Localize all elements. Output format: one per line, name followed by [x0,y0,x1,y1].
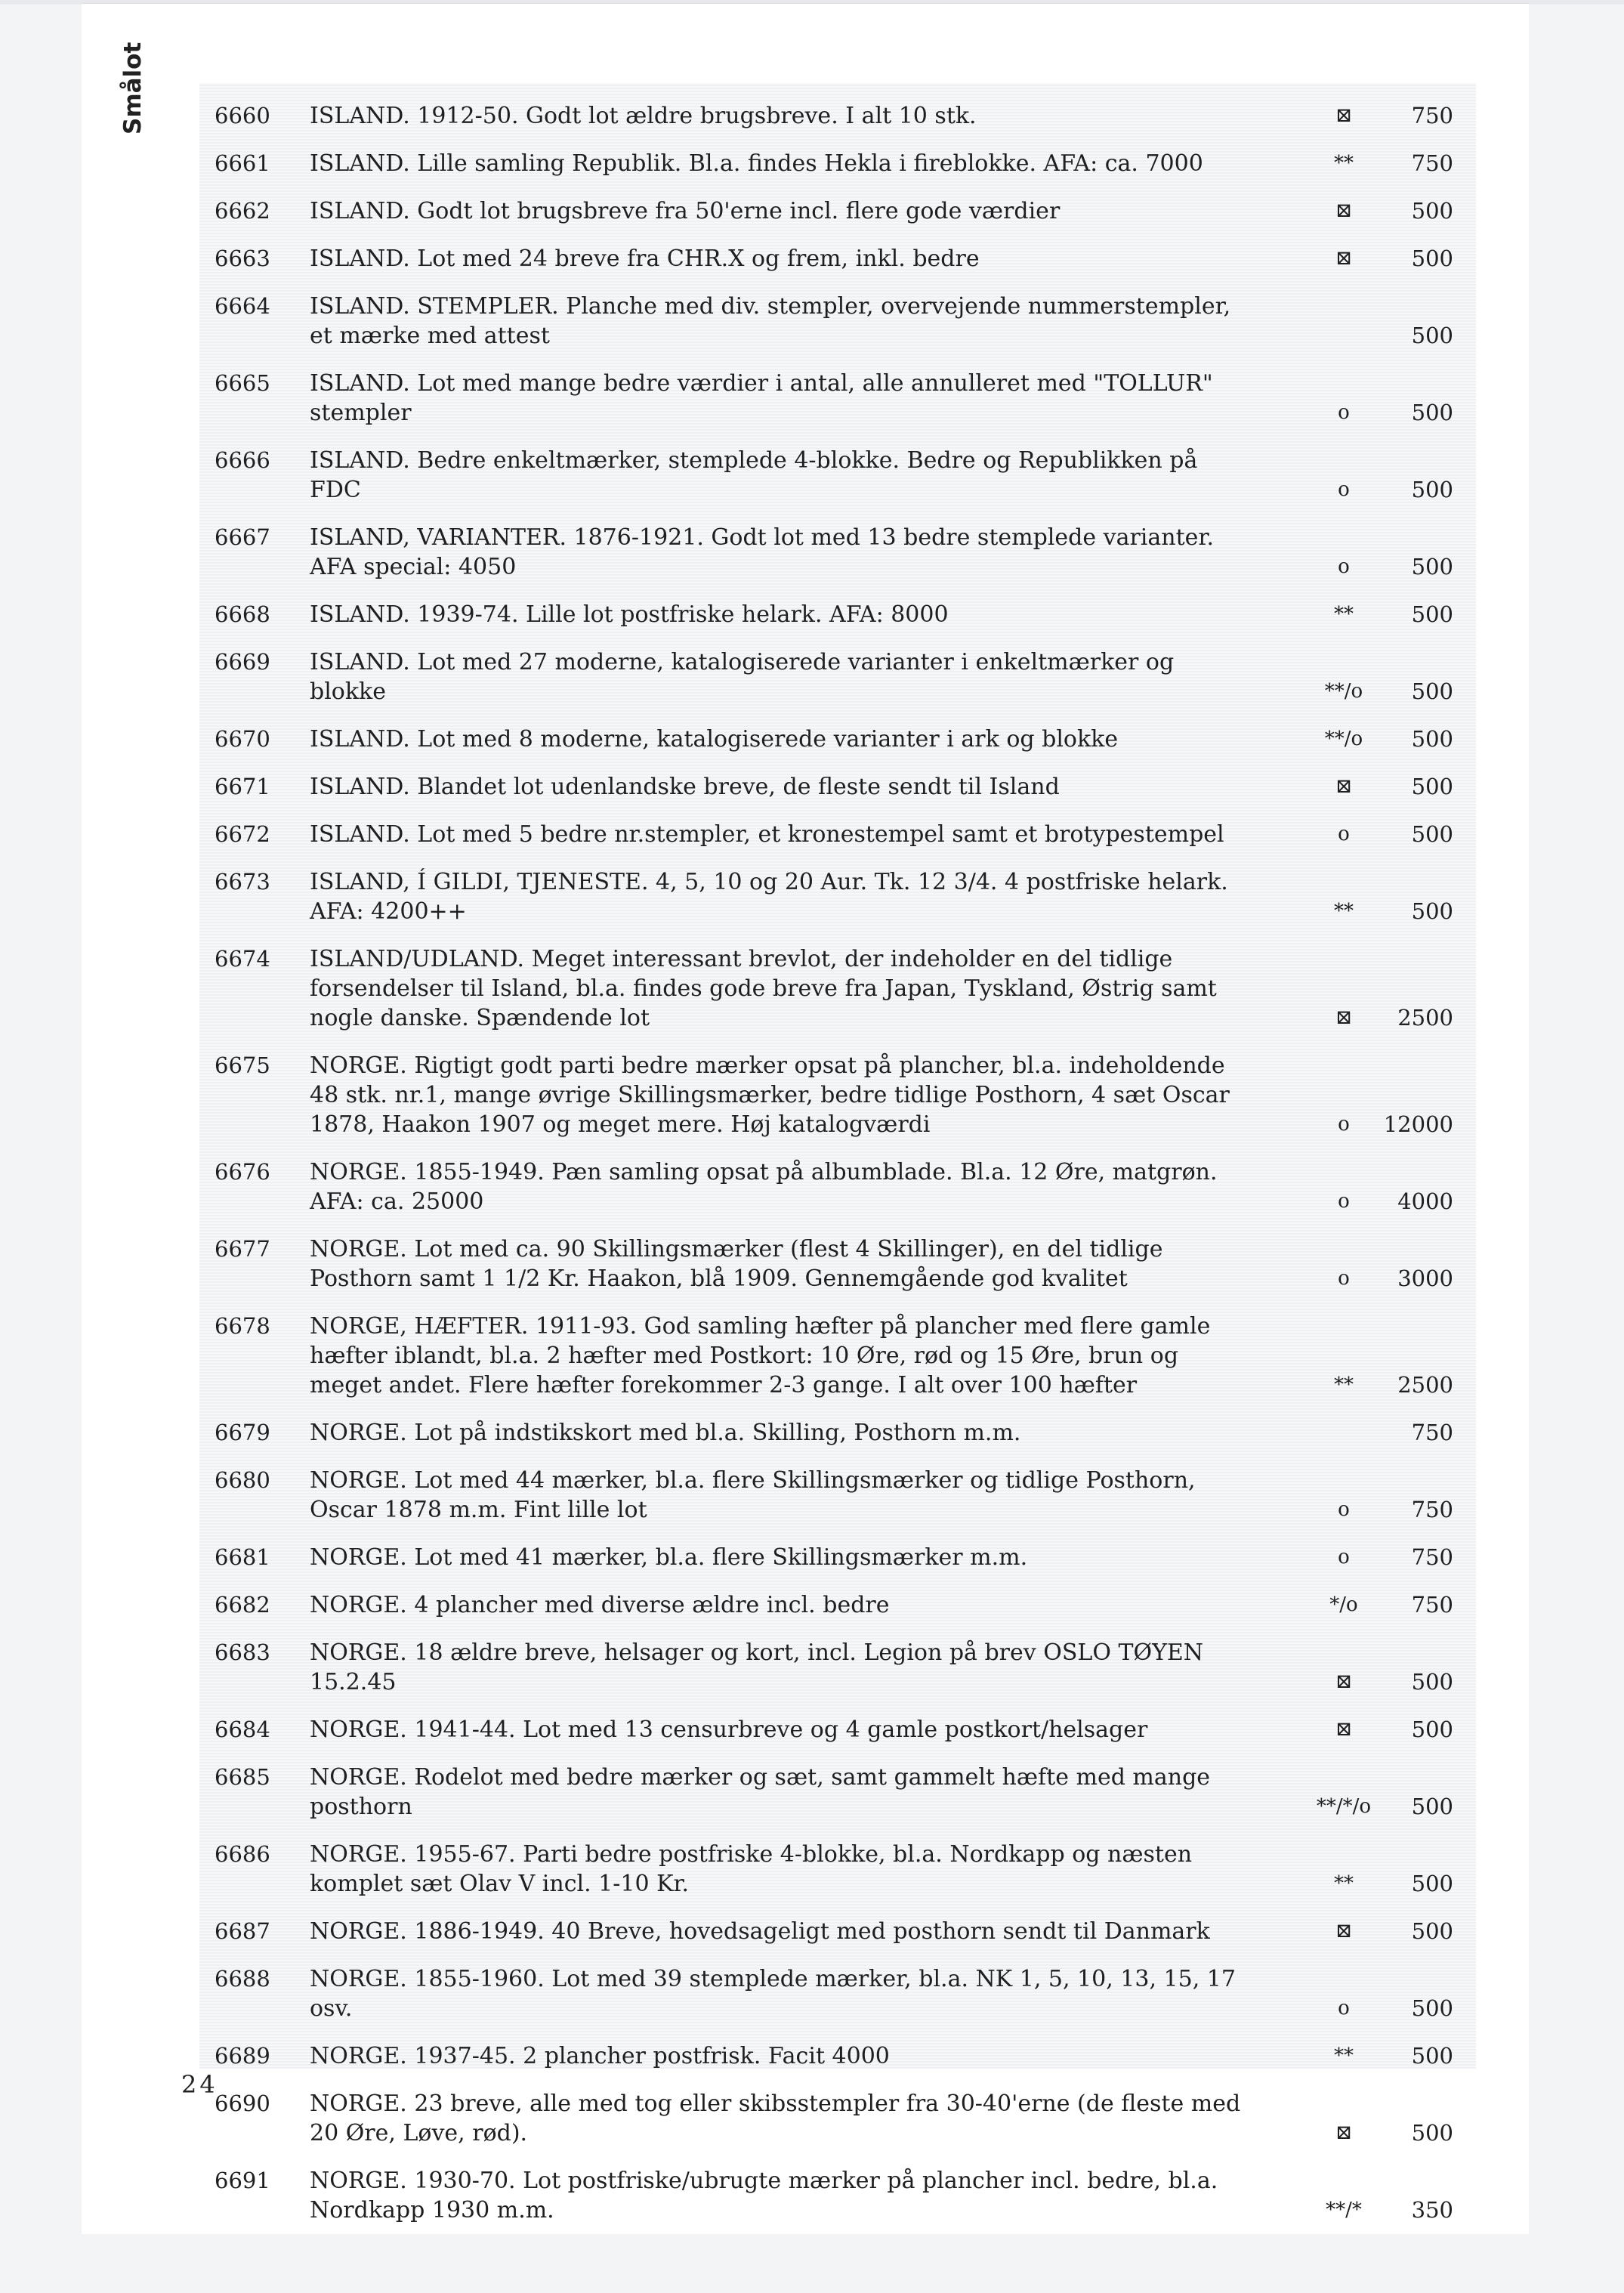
lot-price: 2500 [1397,1372,1453,1398]
lot-price: 12000 [1383,1111,1453,1137]
lot-price: 500 [1411,1794,1453,1819]
lot-number: 6680 [215,1467,270,1493]
lot-number: 6667 [215,524,270,550]
lot-description: ISLAND. 1912-50. Godt lot ældre brugsbreve. I alt 10 stk. [310,103,977,129]
lot-price: 500 [1411,601,1453,627]
lot-condition: o [1338,1997,1350,2020]
lot-number: 6691 [215,2168,270,2193]
lot-condition: */o [1329,1593,1358,1616]
lot-description: NORGE. 1937-45. 2 plancher postfrisk. Facit 4000 [310,2043,890,2069]
lot-description: ISLAND. STEMPLER. Planche med div. stempler, overvejende nummerstempler, et mærke med attest [310,293,1231,349]
lot-row [199,1457,1476,1534]
lot-price: 3000 [1397,1265,1453,1291]
lot-number: 6674 [215,946,270,972]
lot-number: 6677 [215,1236,270,1262]
lot-number: 6662 [215,198,270,224]
lot-description: ISLAND. Godt lot brugsbreve fra 50'erne incl. flere gode værdier [310,198,1061,224]
lot-price: 750 [1411,150,1453,176]
lot-row [199,591,1476,638]
lot-description: NORGE. 1886-1949. 40 Breve, hovedsageligt med posthorn sendt til Danmark [310,1918,1210,1945]
lot-price: 500 [1411,1717,1453,1742]
lot-number: 6687 [215,1918,270,1944]
lot-list [199,92,1476,2234]
lot-price: 500 [1411,774,1453,799]
lot-price: 500 [1411,726,1453,752]
lot-number: 6689 [215,2043,270,2069]
lot-price: 500 [1411,400,1453,425]
lot-price: 500 [1411,2120,1453,2146]
lot-number: 6681 [215,1544,270,1570]
lot-price: 500 [1411,678,1453,704]
lot-condition: o [1338,1498,1350,1521]
lot-condition: ⊠ [1335,104,1352,127]
lot-number: 6661 [215,150,270,176]
lot-row [199,811,1476,858]
lot-condition: ** [1334,1872,1354,1895]
lot-row [199,638,1476,715]
lot-condition: o [1338,401,1350,424]
lot-condition: ** [1334,603,1354,626]
lot-condition: ** [1334,152,1354,175]
lot-number: 6673 [215,869,270,895]
lot-price: 750 [1411,1544,1453,1570]
lot-row [199,935,1476,1042]
lot-price: 500 [1411,2043,1453,2069]
lot-price: 500 [1411,1669,1453,1695]
lot-row [199,2157,1476,2234]
lot-row [199,1629,1476,1706]
lot-description: ISLAND, Í GILDI, TJENESTE. 4, 5, 10 og 20 Aur. Tk. 12 3/4. 4 postfriske helark. AFA: 4200++ [310,869,1228,925]
lot-condition: ** [1334,900,1354,922]
lot-condition: ⊠ [1335,1718,1352,1741]
lot-condition: ** [1334,2044,1354,2067]
lot-description: NORGE. 1941-44. Lot med 13 censurbreve og 4 gamle postkort/helsager [310,1717,1148,1743]
lot-number: 6690 [215,2091,270,2116]
lot-number: 6665 [215,370,270,396]
lot-number: 6683 [215,1639,270,1665]
lot-row [199,1831,1476,1908]
lot-condition: **/o [1324,680,1363,703]
lot-row [199,187,1476,235]
lot-description: ISLAND/UDLAND. Meget interessant brevlot, der indeholder en del tidlige forsendelser til Island, bl.a. findes gode breve fra Japan, Tyskland, Østrig samt nogle danske. Spændende lot [310,946,1217,1031]
lot-description: NORGE. Lot på indstikskort med bl.a. Skilling, Posthorn m.m. [310,1420,1021,1446]
lot-price: 750 [1411,103,1453,128]
lot-row [199,1955,1476,2032]
lot-row [199,92,1476,140]
page-number: 24 [181,2070,218,2099]
lot-row [199,437,1476,514]
lot-description: NORGE. 18 ældre breve, helsager og kort, incl. Legion på brev OSLO TØYEN 15.2.45 [310,1639,1204,1695]
lot-price: 500 [1411,477,1453,502]
section-label: Smålot [119,42,147,134]
lot-price: 750 [1411,1592,1453,1618]
lot-description: NORGE. Lot med 44 mærker, bl.a. flere Skillingsmærker og tidlige Posthorn, Oscar 1878 m.m. Fint lille lot [310,1467,1196,1523]
lot-row [199,140,1476,187]
lot-number: 6678 [215,1313,270,1339]
lot-price: 500 [1411,198,1453,224]
lot-description: NORGE. 1855-1960. Lot med 39 stemplede mærker, bl.a. NK 1, 5, 10, 13, 15, 17 osv. [310,1966,1236,2022]
lot-condition: **/o [1324,728,1363,750]
lot-condition: **/*/o [1316,1795,1372,1818]
lot-price: 350 [1411,2197,1453,2223]
lot-number: 6672 [215,821,270,847]
lot-description: NORGE, HÆFTER. 1911-93. God samling hæfter på plancher med flere gamle hæfter iblandt, bl.a. 2 hæfter med Postkort: 10 Øre, rød og 15 Øre, brun og meget andet. Flere hæfter forekommer 2-3 gange. I alt over 100 hæfter [310,1313,1211,1398]
lot-row [199,1581,1476,1629]
lot-row [199,283,1476,360]
lot-price: 500 [1411,1918,1453,1944]
lot-description: ISLAND. 1939-74. Lille lot postfriske helark. AFA: 8000 [310,601,949,628]
lot-price: 500 [1411,554,1453,579]
lot-description: NORGE. 1855-1949. Pæn samling opsat på albumblade. Bl.a. 12 Øre, matgrøn. AFA: ca. 25000 [310,1159,1218,1215]
lot-description: ISLAND. Lot med 24 breve fra CHR.X og frem, inkl. bedre [310,246,980,272]
lot-row [199,235,1476,283]
lot-number: 6675 [215,1052,270,1078]
lot-price: 500 [1411,1995,1453,2021]
lot-number: 6682 [215,1592,270,1618]
lot-number: 6663 [215,246,270,271]
lot-description: ISLAND, VARIANTER. 1876-1921. Godt lot med 13 bedre stemplede varianter. AFA special: 4050 [310,524,1214,580]
lot-row [199,2080,1476,2157]
lot-number: 6685 [215,1764,270,1790]
lot-description: NORGE. Lot med ca. 90 Skillingsmærker (flest 4 Skillinger), en del tidlige Posthorn samt 1 1/2 Kr. Haakon, blå 1909. Gennemgående god kvalitet [310,1236,1163,1292]
lot-condition: ⊠ [1335,1006,1352,1029]
lot-condition: o [1338,823,1350,845]
lot-description: NORGE. 4 plancher med diverse ældre incl. bedre [310,1592,890,1618]
lot-number: 6686 [215,1841,270,1867]
lot-condition: **/* [1326,2199,1362,2221]
lot-description: ISLAND. Lot med 27 moderne, katalogiserede varianter i enkeltmærker og blokke [310,649,1175,705]
lot-row [199,360,1476,437]
lot-number: 6669 [215,649,270,675]
lot-description: NORGE. Lot med 41 mærker, bl.a. flere Skillingsmærker m.m. [310,1544,1028,1571]
lot-price: 750 [1411,1497,1453,1522]
lot-number: 6664 [215,293,270,319]
lot-row [199,1706,1476,1754]
lot-description: ISLAND. Bedre enkeltmærker, stemplede 4-blokke. Bedre og Republikken på FDC [310,447,1198,503]
lot-row [199,858,1476,935]
lot-price: 4000 [1397,1188,1453,1214]
lot-description: ISLAND. Lot med 5 bedre nr.stempler, et kronestempel samt et brotypestempel [310,821,1224,848]
lot-condition: o [1338,1267,1350,1290]
lot-price: 500 [1411,821,1453,847]
lot-number: 6688 [215,1966,270,1992]
lot-number: 6660 [215,103,270,128]
lot-row [199,1303,1476,1409]
lot-number: 6684 [215,1717,270,1742]
lot-condition: o [1338,1190,1350,1213]
lot-condition: ** [1334,1374,1354,1396]
lot-description: NORGE. 1955-67. Parti bedre postfriske 4-blokke, bl.a. Nordkapp og næsten komplet sæt Olav V incl. 1-10 Kr. [310,1841,1193,1897]
lot-condition: ⊠ [1335,1920,1352,1942]
lot-price: 750 [1411,1420,1453,1445]
lot-description: NORGE. 1930-70. Lot postfriske/ubrugte mærker på plancher incl. bedre, bl.a. Nordkapp 1930 m.m. [310,2168,1218,2223]
lot-number: 6666 [215,447,270,473]
lot-condition: ⊠ [1335,1670,1352,1693]
lot-condition: o [1338,555,1350,578]
lot-row [199,1754,1476,1831]
lot-price: 500 [1411,246,1453,271]
lot-number: 6671 [215,774,270,799]
lot-price: 2500 [1397,1005,1453,1031]
lot-description: NORGE. Rodelot med bedre mærker og sæt, samt gammelt hæfte med mange posthorn [310,1764,1211,1820]
lot-row [199,2032,1476,2080]
lot-row [199,1225,1476,1303]
lot-condition: ⊠ [1335,775,1352,798]
lot-row [199,763,1476,811]
lot-row [199,514,1476,591]
lot-condition: ⊠ [1335,2121,1352,2144]
lot-number: 6676 [215,1159,270,1185]
lot-condition: o [1338,1113,1350,1136]
lot-row [199,1042,1476,1148]
lot-description: NORGE. 23 breve, alle med tog eller skibsstempler fra 30-40'erne (de fleste med 20 Øre, Løve, rød). [310,2091,1241,2146]
lot-row [199,1908,1476,1955]
lot-number: 6670 [215,726,270,752]
lot-description: ISLAND. Blandet lot udenlandske breve, de fleste sendt til Island [310,774,1060,800]
lot-description: ISLAND. Lot med mange bedre værdier i antal, alle annulleret med "TOLLUR" stempler [310,370,1213,426]
lot-condition: ⊠ [1335,247,1352,270]
lot-row [199,1148,1476,1225]
lot-row [199,1534,1476,1581]
lot-condition: o [1338,1546,1350,1568]
lot-price: 500 [1411,898,1453,924]
lot-number: 6679 [215,1420,270,1445]
lot-condition: ⊠ [1335,199,1352,222]
lot-description: ISLAND. Lot med 8 moderne, katalogiserede varianter i ark og blokke [310,726,1119,752]
lot-row [199,715,1476,763]
lot-description: NORGE. Rigtigt godt parti bedre mærker opsat på plancher, bl.a. indeholdende 48 stk. nr.1, mange øvrige Skillingsmærker, bedre tidlige Posthorn, 4 sæt Oscar 1878, Haakon 1907 og meget mere. Høj katalogværdi [310,1052,1230,1138]
lot-number: 6668 [215,601,270,627]
lot-row [199,1409,1476,1457]
lot-price: 500 [1411,1871,1453,1896]
lot-description: ISLAND. Lille samling Republik. Bl.a. findes Hekla i fireblokke. AFA: ca. 7000 [310,150,1203,177]
lot-price: 500 [1411,323,1453,348]
lot-condition: o [1338,478,1350,501]
